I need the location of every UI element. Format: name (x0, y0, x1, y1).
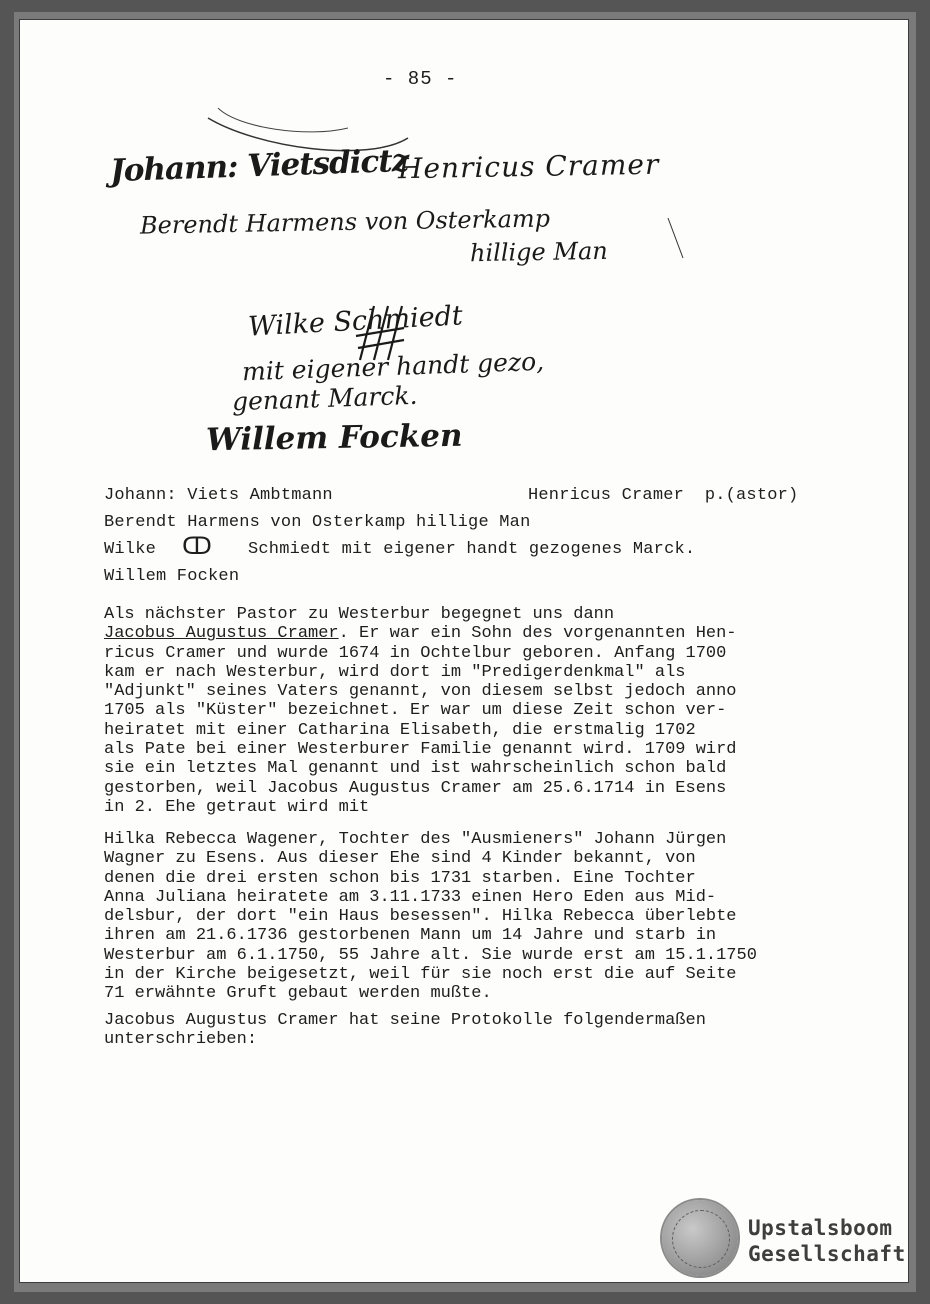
text-line: 1705 als "Küster" bezeichnet. Er war um diese Zeit schon ver- (104, 701, 727, 721)
signature-focken: Willem Focken (205, 417, 463, 459)
transcription-line-wilke: Wilke (104, 540, 157, 559)
signature-wilke: Wilke Schmiedt (247, 300, 464, 343)
signature-cramer: Henricus Cramer (397, 147, 660, 186)
text-line: Westerbur am 6.1.1750, 55 Jahre alt. Sie wurde erst am 15.1.1750 (104, 945, 757, 965)
text-line: "Adjunkt" seines Vaters genannt, von diesem selbst jedoch anno (104, 682, 737, 702)
text-line: ihren am 21.6.1736 gestorbenen Mann um 14 Jahre und starb in (104, 926, 717, 946)
text-line: Als nächster Pastor zu Westerbur begegnet uns dann (104, 605, 615, 624)
text-line: 71 erwähnte Gruft gebaut werden mußte. (104, 984, 492, 1004)
paragraph-protokolle (104, 1011, 794, 1050)
text-line: in der Kirche beigesetzt, weil für sie noch erst die auf Seite (104, 965, 737, 985)
text-line: heiratet mit einer Catharina Elisabeth, die erstmalig 1702 (104, 720, 696, 740)
paragraph-jacobus (104, 605, 794, 817)
text-line (104, 624, 794, 643)
transcription-line-harmens: Berendt Harmens von Osterkamp hillige Man (104, 513, 531, 532)
signature-mit-eigener: mit eigener handt gezo, (241, 346, 545, 387)
signature-harmens: Berendt Harmens von Osterkamp (139, 204, 551, 240)
text-line: Hilka Rebecca Wagener, Tochter des "Ausmieners" Johann Jürgen (104, 830, 727, 849)
text-line: Wagner zu Esens. Aus dieser Ehe sind 4 Kinder bekannt, von (104, 849, 696, 869)
society-seal-icon (662, 1200, 738, 1276)
transcription-line-schmiedt: Schmiedt mit eigener handt gezogenes Marck. (248, 540, 696, 559)
signature-viets: Johann: Vietsdictz (109, 142, 409, 190)
text-line: Jacobus Augustus Cramer hat seine Protokolle folgendermaßen (104, 1011, 706, 1030)
text-line: sie ein letztes Mal genannt und ist wahrscheinlich schon bald (104, 759, 727, 779)
text-line: als Pate bei einer Westerburer Familie genannt wird. 1709 wird (104, 740, 737, 760)
watermark-line-1: Upstalsboom (748, 1216, 893, 1240)
text-line: unterschrieben: (104, 1030, 258, 1050)
text-fragment: . Er war ein Sohn des vorgenannten Hen- (338, 624, 737, 644)
text-line: delsbur, der dort "ein Haus besessen". Hilka Rebecca überlebte (104, 907, 737, 927)
text-line: gestorben, weil Jacobus Augustus Cramer am 25.6.1714 in Esens (104, 778, 727, 798)
transcription-line-viets: Johann: Viets Ambtmann (104, 486, 333, 505)
paragraph-hilka (104, 830, 794, 1004)
edge-mark (668, 218, 683, 258)
wilke-mark-icon: ↀ (182, 535, 213, 562)
text-line: denen die drei ersten schon bis 1731 starben. Eine Tochter (104, 868, 696, 888)
text-line: Anna Juliana heiratete am 3.11.1733 einen Hero Eden aus Mid- (104, 887, 717, 907)
transcription-line-cramer: Henricus Cramer p.(astor) (528, 486, 799, 505)
page-number: - 85 - (383, 68, 458, 90)
seal-arc-inner (218, 108, 348, 132)
signature-hillige-man: hillige Man (469, 236, 608, 268)
text-line: ricus Cramer und wurde 1674 in Ochtelbur geboren. Anfang 1700 (104, 643, 727, 663)
transcription-line-focken: Willem Focken (104, 567, 240, 586)
text-line: in 2. Ehe getraut wird mit (104, 797, 370, 817)
signature-marck: genant Marck. (231, 380, 418, 417)
text-line: kam er nach Westerbur, wird dort im "Predigerdenkmal" als (104, 662, 686, 682)
jacobus-name: Jacobus Augustus Cramer (104, 624, 339, 644)
watermark-line-2: Gesellschaft (748, 1242, 906, 1266)
